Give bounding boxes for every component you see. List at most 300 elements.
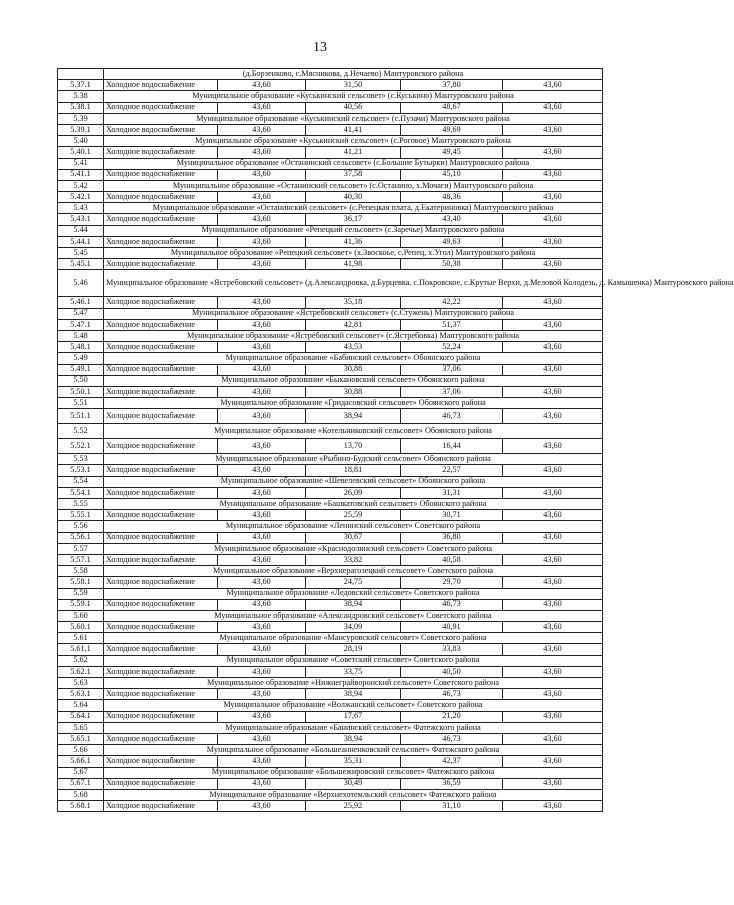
service-name: Холодное водоснабжение: [104, 147, 218, 158]
service-name: Холодное водоснабжение: [104, 733, 218, 744]
tariff-row: [58, 487, 603, 498]
tariff-value-1: 43,60: [218, 439, 306, 454]
row-number: 5.38: [58, 91, 104, 102]
row-number: 5.39: [58, 113, 104, 124]
municipality-name: Муниципальное образование «Большеанненковский сельсовет» Фатежского района: [104, 745, 603, 756]
row-number: 5.63.1: [58, 689, 104, 700]
municipality-name: Муниципальное образование «Останинский сельсовет» (с.Репецкая плата, д.Екатериновка) Мантуровского района: [104, 203, 603, 214]
page-number: 13: [313, 40, 327, 55]
row-number: 5.68: [58, 789, 104, 800]
service-name: Холодное водоснабжение: [104, 689, 218, 700]
tariff-value-1: 43,60: [218, 666, 306, 677]
tariff-value-2: 25,92: [306, 801, 401, 812]
tariff-value-2: 18,81: [306, 465, 401, 476]
tariff-row: [58, 214, 603, 225]
municipality-row: [58, 225, 603, 236]
tariff-value-3: 31,10: [401, 801, 503, 812]
row-number: 5.42.1: [58, 192, 104, 203]
row-number: 5.40.1: [58, 147, 104, 158]
municipality-name: Муниципальное образование «Банинский сельсовет» Фатежского района: [104, 722, 603, 733]
tariff-table: [57, 68, 734, 812]
tariff-value-1: 43,60: [218, 510, 306, 521]
tariff-value-4: 43,60: [503, 147, 603, 158]
row-number: 5.41.1: [58, 169, 104, 180]
tariff-value-4: 43,60: [503, 666, 603, 677]
row-number: 5.60: [58, 610, 104, 621]
municipality-row: [58, 521, 603, 532]
municipality-name: Муниципальное образование «Ледовский сельсовет» Советского района: [104, 588, 603, 599]
municipality-row: [58, 499, 603, 510]
municipality-row: [58, 454, 603, 465]
municipality-name: Муниципальное образование «Верхнерагозецкий сельсовет» Советского района: [104, 566, 603, 577]
tariff-value-1: 43,60: [218, 532, 306, 543]
service-name: Холодное водоснабжение: [104, 236, 218, 247]
municipality-row: [58, 633, 603, 644]
tariff-value-4: 43,60: [503, 214, 603, 225]
tariff-value-1: 43,60: [218, 733, 306, 744]
tariff-value-4: 43,60: [503, 342, 603, 353]
municipality-row: [58, 700, 603, 711]
tariff-value-4: 43,60: [503, 297, 603, 308]
municipality-name: Муниципальное образование «Шевелевский сельсовет» Обоянского района: [104, 476, 603, 487]
row-number: 5.58: [58, 566, 104, 577]
municipality-name: (д.Борзенково, с.Мясникова, д.Нечаево) Мантуровского района: [104, 69, 603, 80]
service-name: Холодное водоснабжение: [104, 487, 218, 498]
row-number: 5.61: [58, 633, 104, 644]
tariff-value-3: 42,37: [401, 756, 503, 767]
tariff-value-1: 43,60: [218, 689, 306, 700]
tariff-value-3: 49,69: [401, 124, 503, 135]
municipality-row: [58, 745, 603, 756]
row-number: 5.48.1: [58, 342, 104, 353]
municipality-name: Муниципальное образование «Александровский сельсовет» Советского района: [104, 610, 603, 621]
municipality-name: Муниципальное образование «Ястребовский сельсовет» (д.Александровка, д.Бурцевка, с.Покровское, с.Крутые Верхи, д.Меловой Колодезь, д. Камышенка) Мантуровского района: [104, 270, 603, 297]
row-number: 5.59.1: [58, 599, 104, 610]
tariff-value-3: 40,91: [401, 622, 503, 633]
municipality-name: Муниципальное образование «Куськинский сельсовет» (с.Пузачи) Мантуровского района: [104, 113, 603, 124]
continuation-row: [58, 69, 603, 80]
tariff-value-4: 43,60: [503, 236, 603, 247]
tariff-value-3: 37,80: [401, 80, 503, 91]
tariff-value-4: 43,60: [503, 599, 603, 610]
tariff-value-2: 17,67: [306, 711, 401, 722]
tariff-value-4: 43,60: [503, 487, 603, 498]
tariff-value-4: 43,60: [503, 510, 603, 521]
tariff-row: [58, 409, 603, 424]
row-number: 5.45.1: [58, 259, 104, 270]
tariff-value-2: 38,94: [306, 599, 401, 610]
municipality-name: Муниципальное образование «Мансуровский сельсовет» Советского района: [104, 633, 603, 644]
tariff-value-2: 30,88: [306, 364, 401, 375]
service-name: Холодное водоснабжение: [104, 409, 218, 424]
tariff-value-4: 43,60: [503, 102, 603, 113]
row-number: 5.56.1: [58, 532, 104, 543]
tariff-value-3: 45,10: [401, 169, 503, 180]
tariff-value-1: 43,60: [218, 259, 306, 270]
service-name: Холодное водоснабжение: [104, 342, 218, 353]
tariff-row: [58, 102, 603, 113]
municipality-name: Муниципальное образование «Котельниковский сельсовет» Обоянского района: [104, 424, 603, 439]
tariff-value-3: 48,67: [401, 102, 503, 113]
tariff-value-2: 43,53: [306, 342, 401, 353]
municipality-name: Муниципальное образование «Краснодолинский сельсовет» Советского района: [104, 543, 603, 554]
row-number: 5.49.1: [58, 364, 104, 375]
tariff-value-1: 43,60: [218, 554, 306, 565]
tariff-value-3: 21,20: [401, 711, 503, 722]
row-number: 5.44: [58, 225, 104, 236]
row-number: 5.51: [58, 398, 104, 409]
row-number: 5.37.1: [58, 80, 104, 91]
row-number: 5.54.1: [58, 487, 104, 498]
municipality-row: [58, 566, 603, 577]
tariff-value-3: 50,38: [401, 259, 503, 270]
municipality-row: [58, 588, 603, 599]
tariff-value-3: 37,06: [401, 364, 503, 375]
row-number: 5.57: [58, 543, 104, 554]
municipality-row: [58, 424, 603, 439]
tariff-value-2: 40,30: [306, 192, 401, 203]
tariff-row: [58, 577, 603, 588]
tariff-row: [58, 756, 603, 767]
row-number: 5.54: [58, 476, 104, 487]
tariff-value-2: 24,75: [306, 577, 401, 588]
service-name: Холодное водоснабжение: [104, 214, 218, 225]
tariff-value-4: 43,60: [503, 711, 603, 722]
tariff-value-4: 43,60: [503, 192, 603, 203]
tariff-value-3: 29,70: [401, 577, 503, 588]
tariff-value-1: 43,60: [218, 801, 306, 812]
tariff-value-2: 33,75: [306, 666, 401, 677]
row-number: 5.58.1: [58, 577, 104, 588]
tariff-value-2: 13,70: [306, 439, 401, 454]
tariff-value-2: 35,18: [306, 297, 401, 308]
service-name: Холодное водоснабжение: [104, 80, 218, 91]
tariff-row: [58, 297, 603, 308]
tariff-value-3: 22,57: [401, 465, 503, 476]
tariff-row: [58, 801, 603, 812]
tariff-value-4: 43,60: [503, 733, 603, 744]
row-number: 5.55: [58, 499, 104, 510]
tariff-value-1: 43,60: [218, 409, 306, 424]
service-name: Холодное водоснабжение: [104, 259, 218, 270]
tariff-value-3: 37,06: [401, 386, 503, 397]
tariff-value-4: 43,60: [503, 465, 603, 476]
tariff-value-2: 38,94: [306, 733, 401, 744]
tariff-value-4: 43,60: [503, 169, 603, 180]
tariff-value-4: 43,60: [503, 554, 603, 565]
tariff-value-2: 41,41: [306, 124, 401, 135]
tariff-value-3: 33,83: [401, 644, 503, 655]
municipality-row: [58, 767, 603, 778]
tariff-value-2: 31,50: [306, 80, 401, 91]
row-number: 5.50.1: [58, 386, 104, 397]
row-number: 5.47: [58, 308, 104, 319]
row-number: 5.66.1: [58, 756, 104, 767]
tariff-row: [58, 169, 603, 180]
tariff-value-1: 43,60: [218, 169, 306, 180]
tariff-value-1: 43,60: [218, 622, 306, 633]
tariff-row: [58, 599, 603, 610]
row-number: 5.66: [58, 745, 104, 756]
municipality-row: [58, 678, 603, 689]
tariff-row: [58, 192, 603, 203]
row-number: 5.56: [58, 521, 104, 532]
row-number: 5.53.1: [58, 465, 104, 476]
tariff-row: [58, 147, 603, 158]
tariff-row: [58, 554, 603, 565]
tariff-value-1: 43,60: [218, 124, 306, 135]
tariff-value-3: 46,73: [401, 599, 503, 610]
tariff-row: [58, 689, 603, 700]
municipality-row: [58, 722, 603, 733]
tariff-value-3: 52,24: [401, 342, 503, 353]
row-number: 5.62.1: [58, 666, 104, 677]
row-number: 5.42: [58, 180, 104, 191]
service-name: Холодное водоснабжение: [104, 622, 218, 633]
municipality-name: Муниципальное образование «Куськинский сельсовет» (с.Роговое) Мантуровского района: [104, 136, 603, 147]
tariff-value-2: 36,17: [306, 214, 401, 225]
row-number: 5.55.1: [58, 510, 104, 521]
municipality-row: [58, 543, 603, 554]
service-name: Холодное водоснабжение: [104, 439, 218, 454]
tariff-row: [58, 319, 603, 330]
tariff-value-4: 43,60: [503, 319, 603, 330]
service-name: Холодное водоснабжение: [104, 801, 218, 812]
tariff-row: [58, 259, 603, 270]
row-number: 5.59: [58, 588, 104, 599]
row-number: 5.64.1: [58, 711, 104, 722]
service-name: Холодное водоснабжение: [104, 666, 218, 677]
tariff-row: [58, 465, 603, 476]
tariff-value-1: 43,60: [218, 577, 306, 588]
municipality-row: [58, 136, 603, 147]
tariff-value-4: 43,60: [503, 756, 603, 767]
tariff-value-4: 43,60: [503, 689, 603, 700]
service-name: Холодное водоснабжение: [104, 124, 218, 135]
tariff-value-1: 43,60: [218, 756, 306, 767]
tariff-value-4: 43,60: [503, 80, 603, 91]
tariff-value-3: 36,80: [401, 532, 503, 543]
municipality-name: Муниципальное образование «Башкатовский сельсовет» Обоянского района: [104, 499, 603, 510]
municipality-name: Муниципальное образование «Репецкий сельсовет» (х.Звоскоье, с.Репец, х.Угол) Мантуровского района: [104, 248, 603, 259]
tariff-row: [58, 666, 603, 677]
row-number: 5.46.1: [58, 297, 104, 308]
tariff-row: [58, 342, 603, 353]
municipality-name: Муниципальное образование «Быкановский сельсовет» Обоянского района: [104, 375, 603, 386]
tariff-row: [58, 733, 603, 744]
tariff-value-1: 43,60: [218, 342, 306, 353]
tariff-value-2: 41,36: [306, 236, 401, 247]
municipality-row: [58, 308, 603, 319]
tariff-row: [58, 778, 603, 789]
row-number: 5.38.1: [58, 102, 104, 113]
municipality-row: [58, 476, 603, 487]
tariff-value-3: 46,73: [401, 733, 503, 744]
municipality-name: Муниципальное образование «Советский сельсовет» Советского района: [104, 655, 603, 666]
tariff-value-2: 34,09: [306, 622, 401, 633]
municipality-row: [58, 248, 603, 259]
tariff-row: [58, 386, 603, 397]
tariff-value-2: 40,56: [306, 102, 401, 113]
tariff-value-3: 42,22: [401, 297, 503, 308]
tariff-value-4: 43,60: [503, 259, 603, 270]
tariff-value-1: 43,60: [218, 214, 306, 225]
municipality-row: [58, 180, 603, 191]
service-name: Холодное водоснабжение: [104, 386, 218, 397]
tariff-value-3: 43,40: [401, 214, 503, 225]
row-number: 5.60.1: [58, 622, 104, 633]
municipality-row: [58, 610, 603, 621]
tariff-row: [58, 644, 603, 655]
municipality-row: [58, 203, 603, 214]
municipality-row: [58, 353, 603, 364]
tariff-value-4: 43,60: [503, 409, 603, 424]
municipality-name: Муниципальное образование «Бабинский сельсовет» Обоянского района: [104, 353, 603, 364]
municipality-name: Муниципальное образование «Останинский сельсовет» (с.Останино, х.Мочаги) Мантуровского района: [104, 180, 603, 191]
tariff-value-1: 43,60: [218, 386, 306, 397]
row-number: 5.52.1: [58, 439, 104, 454]
tariff-value-3: 48,36: [401, 192, 503, 203]
service-name: Холодное водоснабжение: [104, 510, 218, 521]
row-number: 5.52: [58, 424, 104, 439]
service-name: Холодное водоснабжение: [104, 169, 218, 180]
tariff-value-4: 43,60: [503, 622, 603, 633]
tariff-value-3: 40,58: [401, 554, 503, 565]
row-number: 5.65.1: [58, 733, 104, 744]
tariff-row: [58, 510, 603, 521]
row-number: 5.47.1: [58, 319, 104, 330]
tariff-value-4: 43,60: [503, 532, 603, 543]
tariff-row: [58, 124, 603, 135]
tariff-row: [58, 622, 603, 633]
row-number: 5.43: [58, 203, 104, 214]
tariff-value-4: 43,60: [503, 801, 603, 812]
tariff-value-4: 43,60: [503, 439, 603, 454]
tariff-row: [58, 439, 603, 454]
tariff-value-1: 43,60: [218, 599, 306, 610]
row-number: 5.68.1: [58, 801, 104, 812]
municipality-row: [58, 789, 603, 800]
tariff-value-1: 43,60: [218, 487, 306, 498]
service-name: Холодное водоснабжение: [104, 532, 218, 543]
municipality-name: Муниципальное образование «Куськинский сельсовет» (с.Куськино) Мантуровского района: [104, 91, 603, 102]
tariff-value-1: 43,60: [218, 364, 306, 375]
tariff-value-3: 46,73: [401, 689, 503, 700]
row-number: 5.64: [58, 700, 104, 711]
row-number: [58, 69, 104, 80]
service-name: Холодное водоснабжение: [104, 599, 218, 610]
row-number: 5.43.1: [58, 214, 104, 225]
service-name: Холодное водоснабжение: [104, 554, 218, 565]
tariff-value-1: 43,60: [218, 465, 306, 476]
tariff-value-3: 46,73: [401, 409, 503, 424]
row-number: 5.65: [58, 722, 104, 733]
row-number: 5.51.1: [58, 409, 104, 424]
row-number: 5.45: [58, 248, 104, 259]
row-number: 5.67.1: [58, 778, 104, 789]
tariff-value-1: 43,60: [218, 192, 306, 203]
municipality-name: Муниципальное образование «Ястребовский сельсовет» (с.Стужень) Мантуровского района: [104, 308, 603, 319]
municipality-row: [58, 398, 603, 409]
tariff-value-3: 49,45: [401, 147, 503, 158]
tariff-value-2: 26,09: [306, 487, 401, 498]
tariff-value-2: 37,58: [306, 169, 401, 180]
service-name: Холодное водоснабжение: [104, 778, 218, 789]
service-name: Холодное водоснабжение: [104, 644, 218, 655]
row-number: 5.46: [58, 270, 104, 297]
row-number: 5.44.1: [58, 236, 104, 247]
tariff-value-3: 30,71: [401, 510, 503, 521]
tariff-value-2: 30,88: [306, 386, 401, 397]
municipality-row: [58, 270, 603, 297]
tariff-value-3: 40,50: [401, 666, 503, 677]
municipality-name: Муниципальное образование «Гридасовский сельсовет» Обоянского района: [104, 398, 603, 409]
municipality-name: Муниципальное образование «Ленинский сельсовет» Советского района: [104, 521, 603, 532]
row-number: 5.53: [58, 454, 104, 465]
row-number: 5.67: [58, 767, 104, 778]
municipality-name: Муниципальное образование «Рыбино-Будский сельсовет» Обоянского района: [104, 454, 603, 465]
row-number: 5.63: [58, 678, 104, 689]
tariff-value-4: 43,60: [503, 577, 603, 588]
tariff-row: [58, 364, 603, 375]
tariff-value-2: 41,21: [306, 147, 401, 158]
municipality-row: [58, 158, 603, 169]
municipality-row: [58, 330, 603, 341]
tariff-value-1: 43,60: [218, 80, 306, 91]
municipality-name: Муниципальное образование «Ястребовский сельсовет» (с.Ястребовка) Мантуровского района: [104, 330, 603, 341]
tariff-value-2: 41,98: [306, 259, 401, 270]
municipality-name: Муниципальное образование «Репецкий сельсовет» (с.Заречье) Мантуровского района: [104, 225, 603, 236]
row-number: 5.41: [58, 158, 104, 169]
service-name: Холодное водоснабжение: [104, 319, 218, 330]
tariff-value-1: 43,60: [218, 778, 306, 789]
tariff-value-2: 30,49: [306, 778, 401, 789]
tariff-value-2: 28,19: [306, 644, 401, 655]
service-name: Холодное водоснабжение: [104, 577, 218, 588]
tariff-row: [58, 532, 603, 543]
tariff-value-2: 38,94: [306, 689, 401, 700]
tariff-value-4: 43,60: [503, 124, 603, 135]
service-name: Холодное водоснабжение: [104, 297, 218, 308]
tariff-value-1: 43,60: [218, 644, 306, 655]
tariff-value-2: 25,59: [306, 510, 401, 521]
tariff-row: [58, 80, 603, 91]
tariff-value-2: 30,67: [306, 532, 401, 543]
municipality-name: Муниципальное образование «Останинский сельсовет» (с.Большие Бутырки) Мантуровского района: [104, 158, 603, 169]
municipality-row: [58, 113, 603, 124]
service-name: Холодное водоснабжение: [104, 756, 218, 767]
tariff-value-3: 36,59: [401, 778, 503, 789]
row-number: 5.62: [58, 655, 104, 666]
row-number: 5.49: [58, 353, 104, 364]
municipality-row: [58, 655, 603, 666]
tariff-value-1: 43,60: [218, 297, 306, 308]
service-name: Холодное водоснабжение: [104, 192, 218, 203]
tariff-row: [58, 236, 603, 247]
tariff-value-2: 33,82: [306, 554, 401, 565]
row-number: 5.57.1: [58, 554, 104, 565]
service-name: Холодное водоснабжение: [104, 711, 218, 722]
tariff-value-4: 43,60: [503, 386, 603, 397]
tariff-value-3: 51,37: [401, 319, 503, 330]
municipality-name: Муниципальное образование «Верхнехотемльский сельсовет» Фатежского района: [104, 789, 603, 800]
row-number: 5.61.1: [58, 644, 104, 655]
service-name: Холодное водоснабжение: [104, 465, 218, 476]
municipality-row: [58, 375, 603, 386]
tariff-value-4: 43,60: [503, 778, 603, 789]
municipality-name: Муниципальное образование «Большежировский сельсовет» Фатежского района: [104, 767, 603, 778]
municipality-row: [58, 91, 603, 102]
